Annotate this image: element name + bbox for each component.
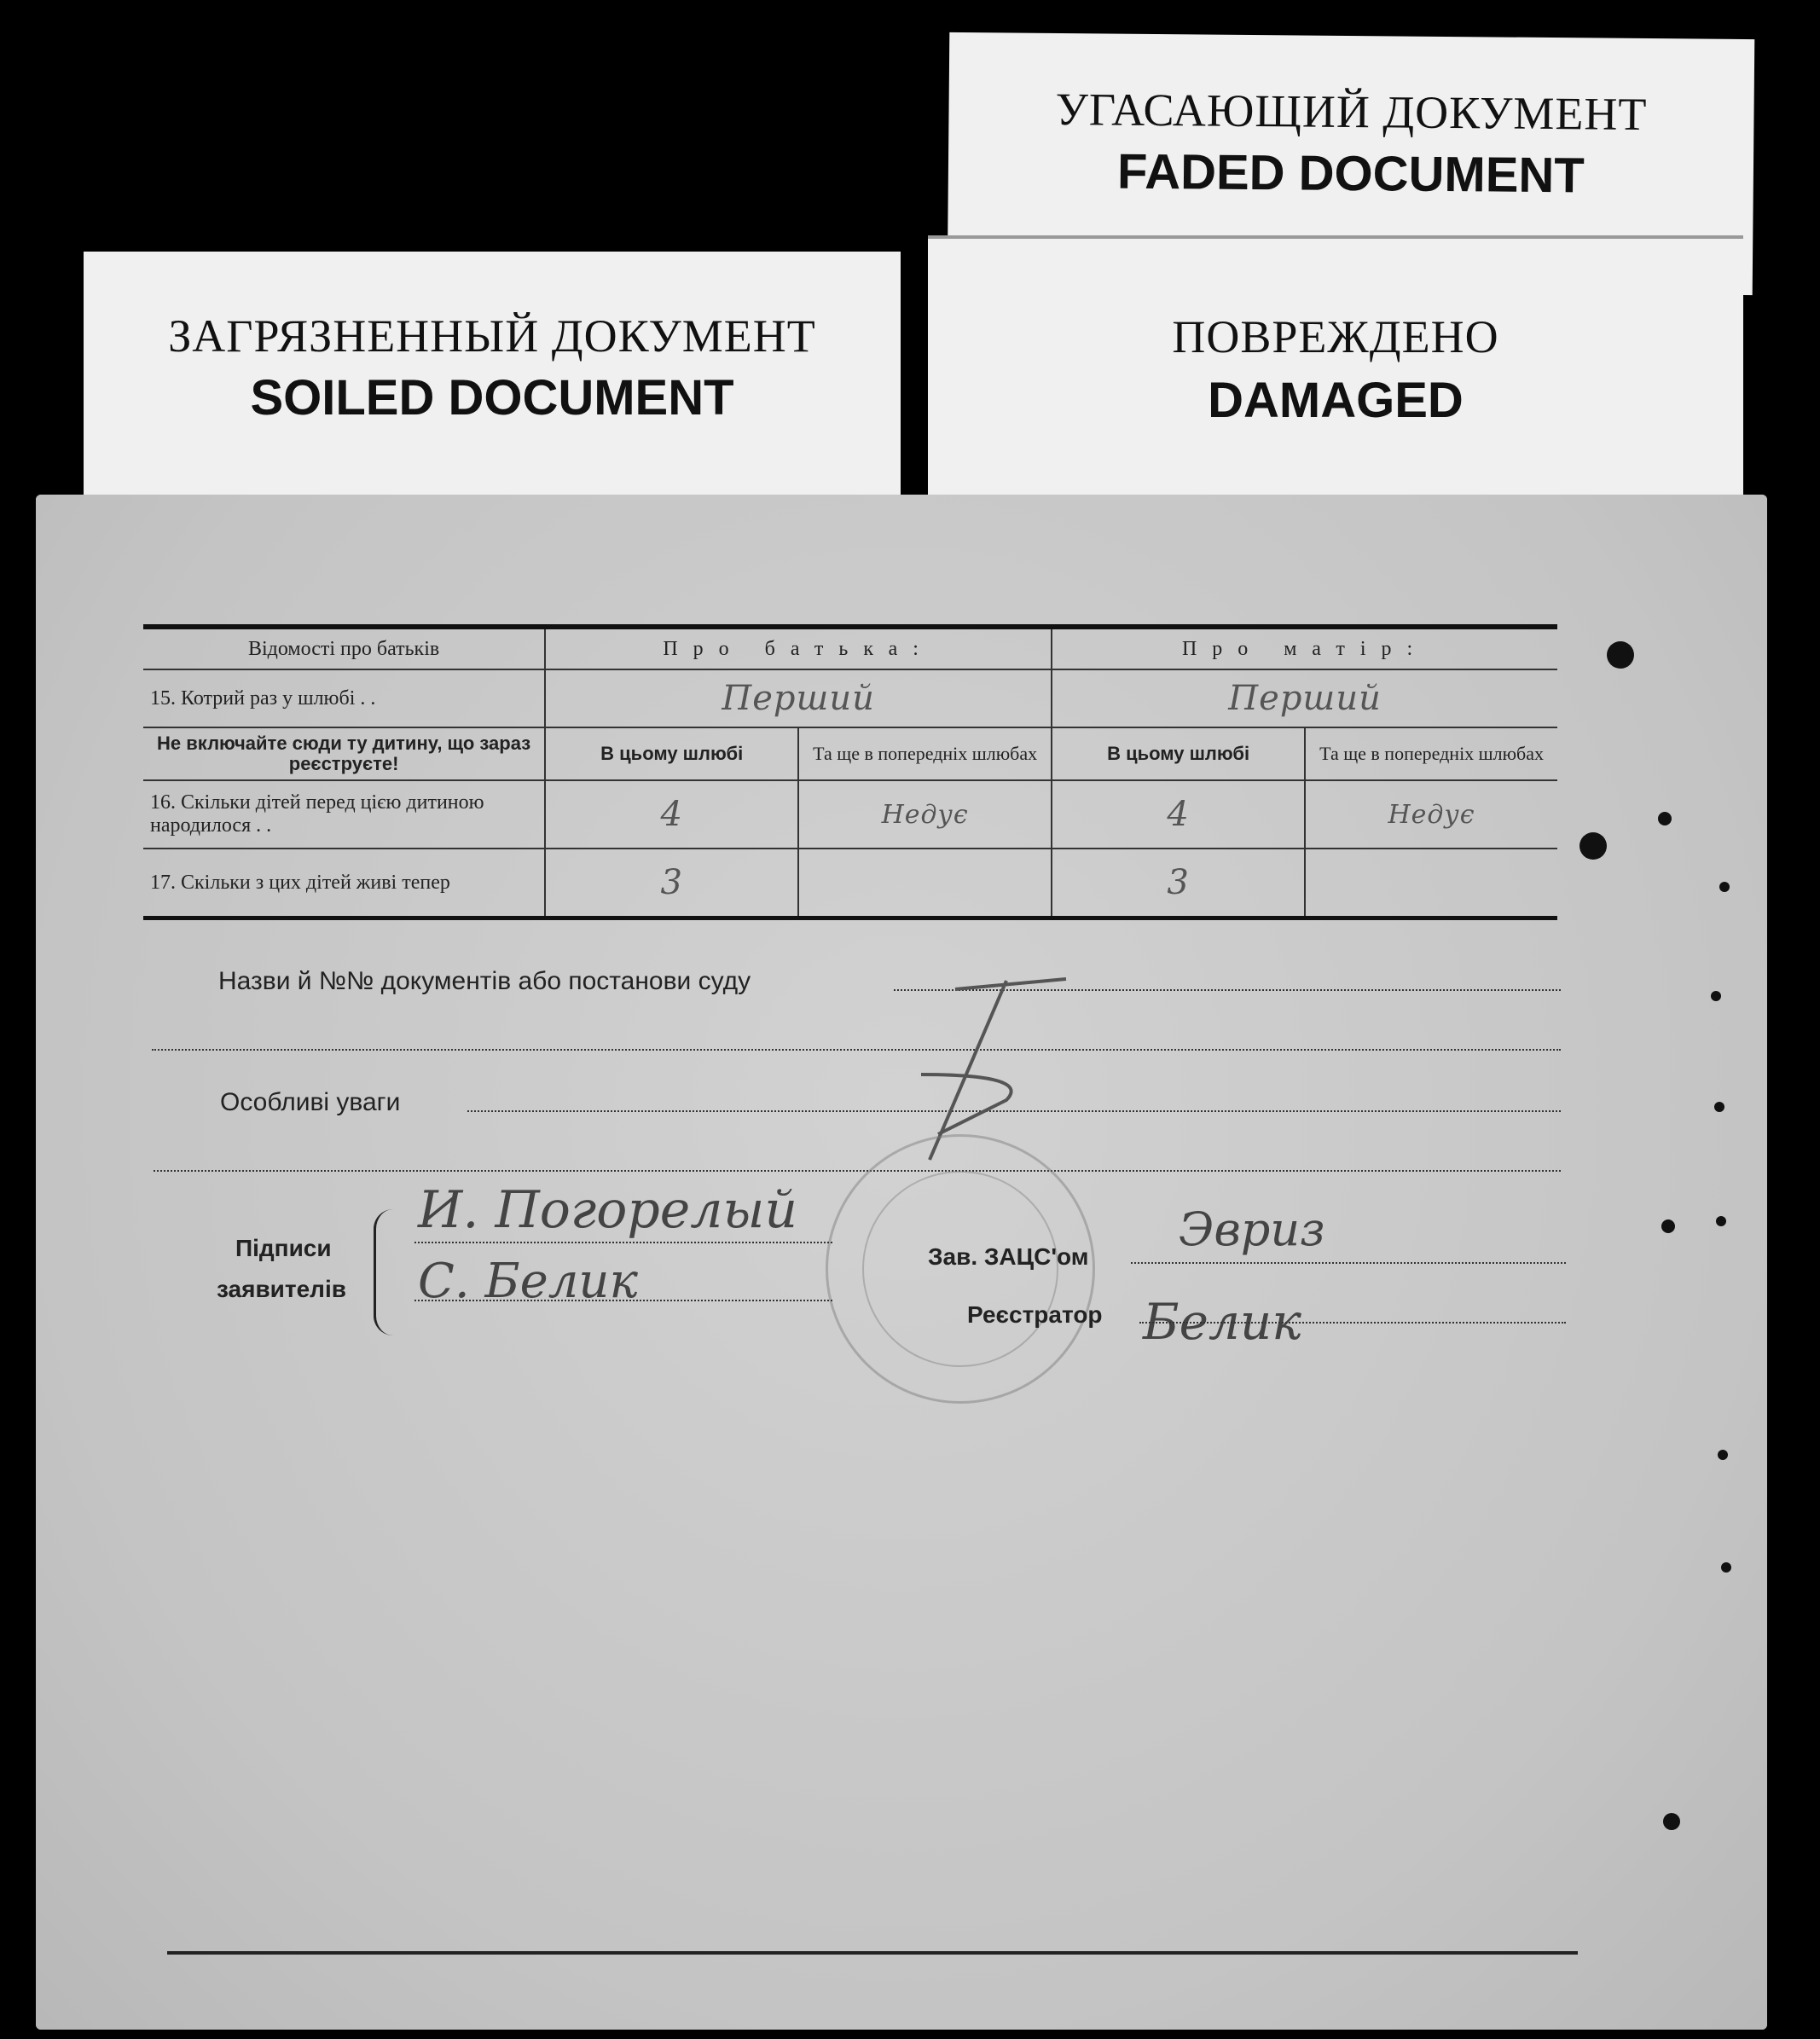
applicant-line-1 — [414, 1242, 832, 1243]
row-16 — [143, 780, 1557, 849]
row-15-father: Перший — [545, 669, 1052, 727]
soiled-card-en: SOILED DOCUMENT — [250, 370, 734, 426]
punch-hole — [1721, 1562, 1731, 1573]
damaged-card — [928, 235, 1743, 503]
soiled-document-card — [84, 252, 901, 499]
damaged-card-en: DAMAGED — [1208, 373, 1464, 428]
mother-prev-marriages: Та ще в попередніх шлюбах — [1305, 727, 1557, 780]
row-15-mother: Перший — [1052, 669, 1557, 727]
row-15 — [143, 669, 1557, 727]
row-17-mother-prev — [1305, 849, 1557, 918]
row-16-father-prev: Недує — [798, 780, 1052, 849]
row-17 — [143, 849, 1557, 918]
note-row — [143, 727, 1557, 780]
punch-hole — [1711, 991, 1721, 1001]
punch-hole — [1607, 641, 1634, 669]
table-header-row — [143, 627, 1557, 669]
punch-hole — [1718, 1450, 1728, 1460]
punch-hole — [1661, 1219, 1675, 1233]
damaged-card-ru: ПОВРЕЖДЕНО — [1172, 311, 1499, 362]
mother-this-marriage: В цьому шлюбі — [1052, 727, 1305, 780]
header-father: Про батька: — [545, 627, 1052, 669]
row-16-mother-this: 4 — [1052, 780, 1305, 849]
applicant-signature-1: И. Погорелый — [418, 1180, 797, 1240]
documents-line-2 — [152, 1049, 1561, 1051]
soiled-card-ru: ЗАГРЯЗНЕННЫЙ ДОКУМЕНТ — [168, 310, 816, 362]
row-17-father-this: 3 — [545, 849, 798, 918]
remarks-line-2 — [154, 1170, 1561, 1172]
faded-card-ru: УГАСАЮЩИЙ ДОКУМЕНТ — [1055, 83, 1648, 141]
registrar-signature: Белик — [1143, 1293, 1301, 1351]
registrar-label: Реєстратор — [967, 1301, 1103, 1328]
row-17-label: 17. Скільки з цих дітей живі тепер — [143, 849, 545, 918]
row-17-mother-this: 3 — [1052, 849, 1305, 918]
head-signature: Эвриз — [1179, 1202, 1325, 1256]
father-prev-marriages: Та ще в попередніх шлюбах — [798, 727, 1052, 780]
remarks-label: Особливі уваги — [220, 1088, 401, 1116]
row-16-label: 16. Скільки дітей перед цією дитиною народилося . . — [143, 780, 545, 849]
row-15-label: 15. Котрий раз у шлюбі . . — [143, 669, 545, 727]
head-line — [1131, 1262, 1566, 1264]
applicants-label-2: заявителів — [217, 1276, 346, 1302]
bottom-rule — [167, 1951, 1578, 1955]
row-17-father-prev — [798, 849, 1052, 918]
punch-hole — [1716, 1216, 1726, 1226]
header-parents-info: Відомості про батьків — [143, 627, 545, 669]
head-label: Зав. ЗАЦС'ом — [928, 1243, 1089, 1270]
punch-hole — [1663, 1813, 1680, 1830]
registrar-line — [1139, 1322, 1566, 1324]
applicant-signature-2: С. Белик — [418, 1254, 638, 1309]
faded-card-en: FADED DOCUMENT — [1116, 143, 1585, 204]
punch-hole — [1658, 812, 1672, 825]
applicants-label-1: Підписи — [235, 1235, 332, 1261]
punch-hole — [1719, 882, 1730, 892]
header-mother: Про матір: — [1052, 627, 1557, 669]
punch-hole — [1579, 832, 1607, 860]
brace — [374, 1209, 393, 1335]
punch-hole — [1714, 1102, 1724, 1112]
row-16-father-this: 4 — [545, 780, 798, 849]
parents-table — [143, 624, 1557, 920]
father-this-marriage: В цьому шлюбі — [545, 727, 798, 780]
documents-label: Назви й №№ документів або постанови суду — [218, 967, 751, 995]
note-label: Не включайте сюди ту дитину, що зараз реєструєте! — [143, 727, 545, 780]
row-16-mother-prev: Недує — [1305, 780, 1557, 849]
applicant-line-2 — [414, 1300, 832, 1301]
